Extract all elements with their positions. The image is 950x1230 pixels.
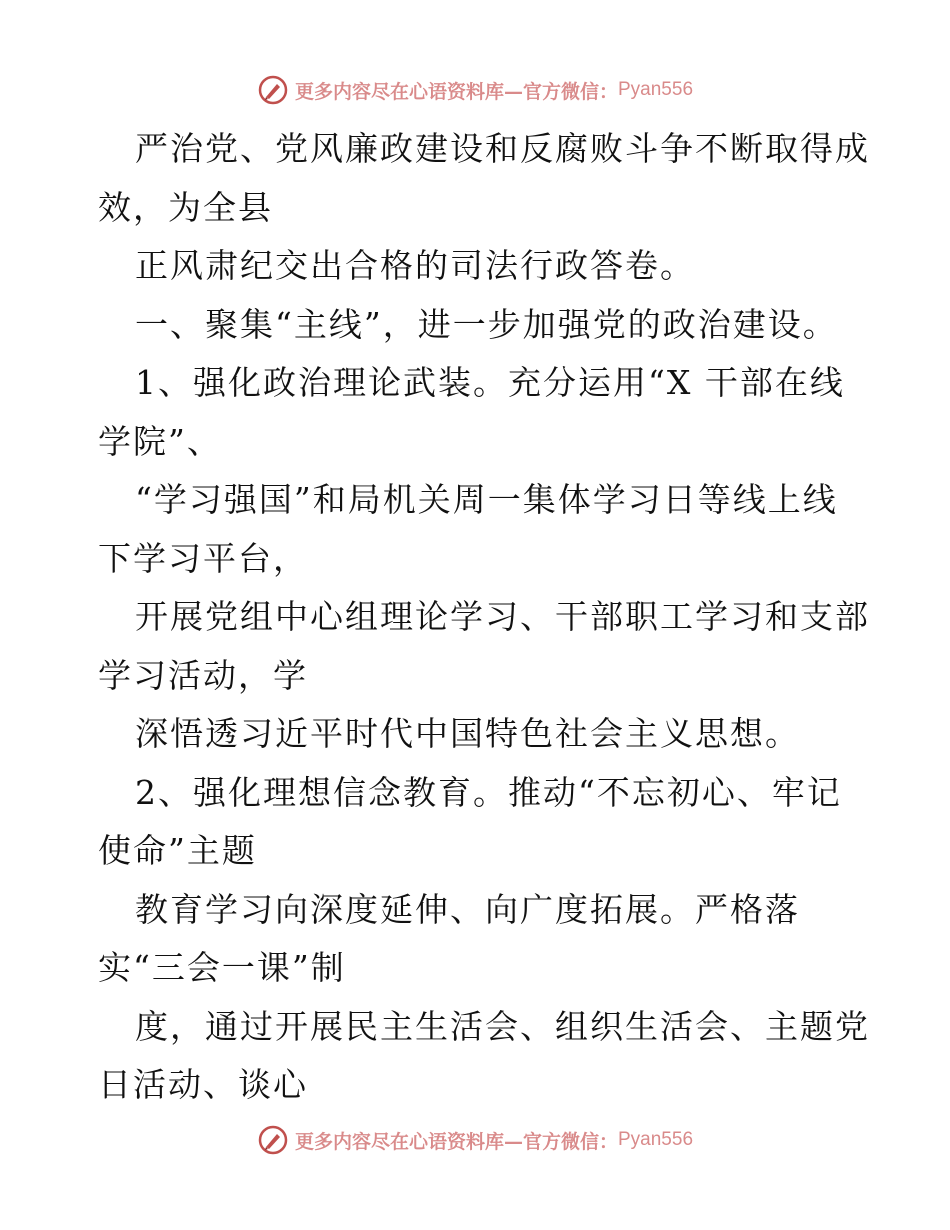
body-line: 严治党、党风廉政建设和反腐败斗争不断取得成: [135, 129, 870, 168]
body-line: 度，通过开展民主生活会、组织生活会、主题党: [135, 1006, 870, 1046]
body-line: 下学习平台，: [98, 538, 308, 578]
banner-text: 更多内容尽在心语资料库—官方微信：: [294, 1130, 618, 1153]
body-line: 深悟透习近平时代中国特色社会主义思想。: [135, 714, 800, 753]
body-line: 学院”、: [98, 421, 222, 461]
banner-text: 更多内容尽在心语资料库—官方微信：: [294, 80, 618, 103]
body-line: 日活动、谈心: [98, 1065, 308, 1104]
body-line: 一、聚集“主线”，进一步加强党的政治建设。: [135, 304, 838, 344]
body-line: 使命”主题: [98, 831, 257, 870]
pen-logo-icon: [257, 74, 289, 106]
body-line: 学习活动，学: [98, 655, 308, 695]
document-body: [98, 120, 870, 1115]
body-line: “学习强国”和局机关周一集体学习日等线上线: [135, 480, 838, 519]
banner-wechat-id: Pyan556: [618, 79, 694, 100]
pen-logo-icon: [257, 1124, 289, 1156]
body-line: 1、强化政治理论武装。充分运用“X 干部在线: [135, 363, 845, 402]
banner-wechat-id: Pyan556: [618, 1129, 694, 1150]
body-line: 实“三会一课”制: [98, 948, 346, 987]
watermark-banner-top: [0, 70, 950, 110]
body-line: 正风肃纪交出合格的司法行政答卷。: [135, 246, 695, 285]
body-line: 效，为全县: [98, 187, 273, 227]
body-line: 开展党组中心组理论学习、干部职工学习和支部: [135, 597, 870, 636]
watermark-banner-bottom: [0, 1120, 950, 1160]
body-line: 教育学习向深度延伸、向广度拓展。严格落: [135, 889, 800, 929]
body-line: 2、强化理想信念教育。推动“不忘初心、牢记: [135, 772, 842, 812]
